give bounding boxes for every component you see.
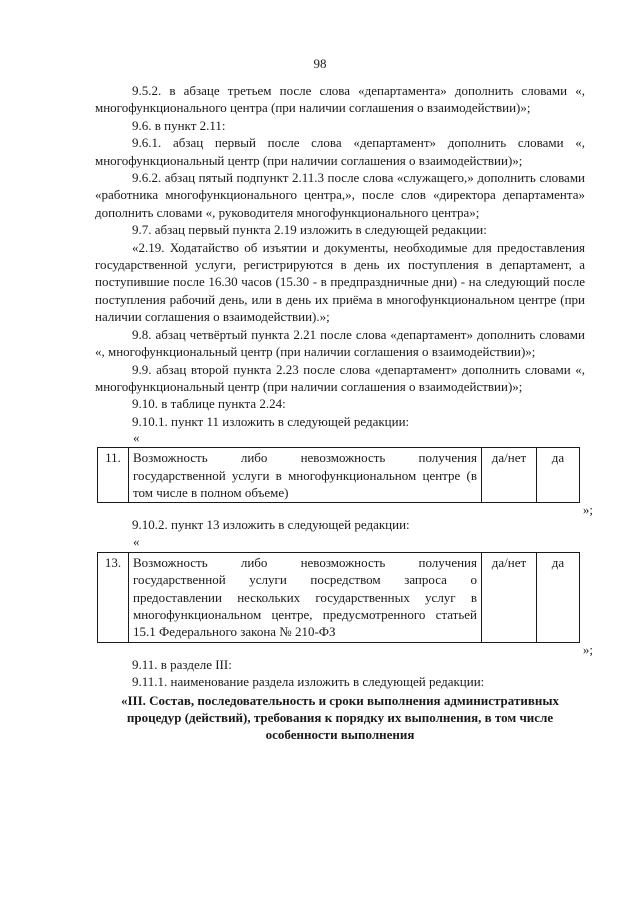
- section-heading: «III. Состав, последовательность и сроки выполнения административных процедур (действий), требования к порядку их выполнения, в том числе особенности выполнения: [120, 692, 559, 743]
- item-number: 13.: [98, 552, 129, 642]
- table-item-11: [97, 447, 580, 503]
- item-options: да/нет: [482, 448, 537, 503]
- quote-open-mark: «: [133, 430, 140, 446]
- paragraph-9-5-2: 9.5.2. в абзаце третьем после слова «департамента» дополнить словами «, многофункционального центра (при наличии соглашения о взаимодействии)»;: [95, 83, 585, 116]
- paragraph-9-11-1: 9.11.1. наименование раздела изложить в следующей редакции:: [132, 674, 485, 690]
- item-value: да: [537, 448, 580, 503]
- paragraph-9-9: 9.9. абзац второй пункта 2.23 после слова «департамент» дополнить словами «, многофункциональный центр (при наличии соглашения о взаимодействии)»;: [95, 361, 585, 394]
- item-number: 11.: [98, 448, 129, 503]
- document-body: [95, 82, 593, 744]
- item-description: Возможность либо невозможность получения государственной услуги в многофункциональном центре (в том числе в полном объеме): [129, 448, 482, 503]
- paragraph-9-10-2: 9.10.2. пункт 13 изложить в следующей редакции:: [132, 517, 410, 533]
- table-row: [98, 552, 580, 642]
- quote-close-mark: »;: [582, 641, 593, 657]
- quote-close-mark: »;: [582, 502, 593, 518]
- paragraph-9-11: 9.11. в разделе III:: [132, 656, 232, 672]
- paragraph-9-6: 9.6. в пункт 2.11:: [132, 117, 226, 133]
- paragraph-9-8: 9.8. абзац четвёртый пункта 2.21 после слова «департамент» дополнить словами «, многофункциональный центр (при наличии соглашения о взаимодействии)»;: [95, 326, 585, 360]
- quoted-paragraph-2-19: «2.19. Ходатайство об изъятии и документы, необходимые для предоставления государственной услуги, регистрируются в день их поступления в департамент, а поступившие после 16.30 часов (15.30 - в предпраздничные дни) - на следующий после поступления рабочий день, или в день их приёма в многофункциональном центре (при наличии соглашения о взаимодействии).»;: [95, 239, 585, 325]
- paragraph-9-6-1: 9.6.1. абзац первый после слова «департамент» дополнить словами «, многофункциональный центр (при наличии соглашения о взаимодействии)»;: [95, 135, 585, 168]
- table-item-13: [97, 552, 580, 643]
- paragraph-9-10-1: 9.10.1. пункт 11 изложить в следующей редакции:: [132, 413, 410, 429]
- paragraph-9-7: 9.7. абзац первый пункта 2.19 изложить в следующей редакции:: [132, 222, 487, 238]
- paragraph-9-6-2: 9.6.2. абзац пятый подпункт 2.11.3 после слова «служащего,» дополнить словами «работника многофункционального центра,», после слов «директора департамента» дополнить словами «, руководителя многофункционального центра»;: [95, 170, 585, 220]
- item-value: да: [537, 552, 580, 642]
- quote-open-mark: «: [133, 533, 140, 549]
- item-options: да/нет: [482, 552, 537, 642]
- paragraph-9-10: 9.10. в таблице пункта 2.24:: [132, 396, 286, 412]
- page-number: 98: [313, 56, 327, 71]
- item-description: Возможность либо невозможность получения государственной услуги посредством запроса о предоставлении нескольких государственных услуг в многофункциональном центре, предусмотренного статьей 15.1 Федерального закона № 210-ФЗ: [129, 552, 482, 642]
- table-row: [98, 448, 580, 503]
